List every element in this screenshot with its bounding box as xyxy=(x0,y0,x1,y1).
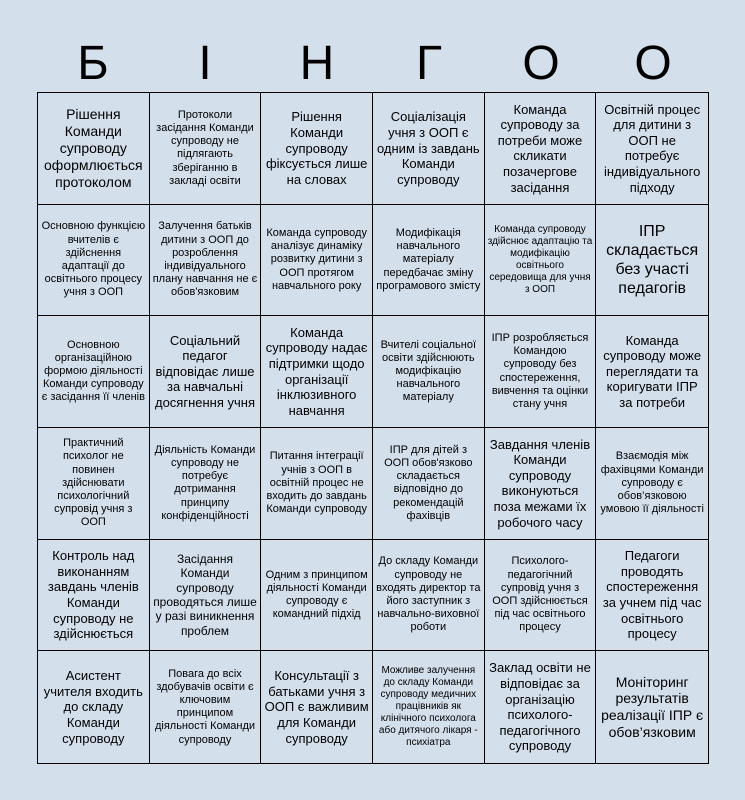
bingo-cell[interactable]: Одним з принципом діяльності Команди супроводу є командний підхід xyxy=(261,540,373,652)
bingo-cell[interactable]: ІПР розробляється Командою супроводу без спостереження, вивчення та оцінки стану учня xyxy=(485,316,597,428)
bingo-cell[interactable]: Команда супроводу за потреби може скликати позачергове засідання xyxy=(485,93,597,205)
bingo-cell[interactable]: Завдання членів Команди супроводу виконуються поза межами їх робочого часу xyxy=(485,428,597,540)
bingo-cell[interactable]: Повага до всіх здобувачів освіти є ключовим принципом діяльності Команди супроводу xyxy=(150,651,262,763)
bingo-cell[interactable]: Основною організаційною формою діяльності Команди супроводу є засідання її членів xyxy=(38,316,150,428)
bingo-cell[interactable]: Модифікація навчального матеріалу передбачає зміну програмового змісту xyxy=(373,205,485,317)
bingo-cell[interactable]: Вчителі соціальної освіти здійснюють модифікацію навчального матеріалу xyxy=(373,316,485,428)
bingo-cell[interactable]: Освітній процес для дитини з ООП не потребує індивідуального підходу xyxy=(596,93,708,205)
bingo-cell[interactable]: Консультації з батьками учня з ООП є важливим для Команди супроводу xyxy=(261,651,373,763)
bingo-cell[interactable]: Контроль над виконанням завдань членів Команди супроводу не здійснюється xyxy=(38,540,150,652)
bingo-cell[interactable]: Залучення батьків дитини з ООП до розроблення індивідуального плану навчання не є обов'язковим xyxy=(150,205,262,317)
title-letter: О xyxy=(634,37,672,90)
title-letter: І xyxy=(198,37,212,90)
bingo-cell[interactable]: Можливе залучення до складу Команди супроводу медичних працівників як клінічного психолога або дитячого лікаря - психіатра xyxy=(373,651,485,763)
bingo-cell[interactable]: Основною функцією вчителів є здійснення адаптації до освітнього процесу учня з ООП xyxy=(38,205,150,317)
bingo-cell[interactable]: Команда супроводу може переглядати та коригувати ІПР за потреби xyxy=(596,316,708,428)
bingo-cell[interactable]: Моніторинг результатів реалізації ІПР є обов’язковим xyxy=(596,651,708,763)
bingo-cell[interactable]: Взаємодія між фахівцями Команди супроводу є обов’язковою умовою її діяльності xyxy=(596,428,708,540)
bingo-cell[interactable]: Команда супроводу здійснює адаптацію та модифікацію освітнього середовища для учня з ООП xyxy=(485,205,597,317)
bingo-cell[interactable]: Практичний психолог не повинен здійснювати психологічний супровід учня з ООП xyxy=(38,428,150,540)
title-letter: О xyxy=(522,37,560,90)
bingo-board xyxy=(37,92,709,764)
bingo-cell[interactable]: ІПР складається без участі педагогів xyxy=(596,205,708,317)
bingo-cell[interactable]: Команда супроводу аналізує динаміку розвитку дитини з ООП протягом навчального року xyxy=(261,205,373,317)
bingo-cell[interactable]: Асистент учителя входить до складу Команди супроводу xyxy=(38,651,150,763)
bingo-cell[interactable]: Заклад освіти не відповідає за організацію психолого-педагогічного супроводу xyxy=(485,651,597,763)
bingo-cell[interactable]: Психолого-педагогічний супровід учня з ООП здійснюється під час освітнього процесу xyxy=(485,540,597,652)
bingo-cell[interactable]: ІПР для дітей з ООП обов'язково складається відповідно до рекомендацій фахівців xyxy=(373,428,485,540)
bingo-cell[interactable]: Діяльність Команди супроводу не потребує дотримання принципу конфіденційності xyxy=(150,428,262,540)
bingo-cell[interactable]: Питання інтеграції учнів з ООП в освітній процес не входить до завдань Команди супроводу xyxy=(261,428,373,540)
title-letter: Г xyxy=(416,37,442,90)
bingo-cell[interactable]: Рішення Команди супроводу фіксується лише на словах xyxy=(261,93,373,205)
bingo-cell[interactable]: Рішення Команди супроводу оформлюється протоколом xyxy=(38,93,150,205)
title-letter: Н xyxy=(299,37,335,90)
bingo-cell[interactable]: Команда супроводу надає підтримки щодо організації інклюзивного навчання xyxy=(261,316,373,428)
bingo-cell[interactable]: Протоколи засідання Команди супроводу не підлягають зберіганню в закладі освіти xyxy=(150,93,262,205)
title-letter: Б xyxy=(77,37,109,90)
bingo-cell[interactable]: До складу Команди супроводу не входять директор та його заступник з навчально-виховної роботи xyxy=(373,540,485,652)
bingo-cell[interactable]: Соціалізація учня з ООП є одним із завдань Команди супроводу xyxy=(373,93,485,205)
bingo-title xyxy=(37,36,709,92)
bingo-cell[interactable]: Педагоги проводять спостереження за учнем під час освітнього процесу xyxy=(596,540,708,652)
bingo-cell[interactable]: Засідання Команди супроводу проводяться лише у разі виникнення проблем xyxy=(150,540,262,652)
bingo-cell[interactable]: Соціальний педагог відповідає лише за навчальні досягнення учня xyxy=(150,316,262,428)
